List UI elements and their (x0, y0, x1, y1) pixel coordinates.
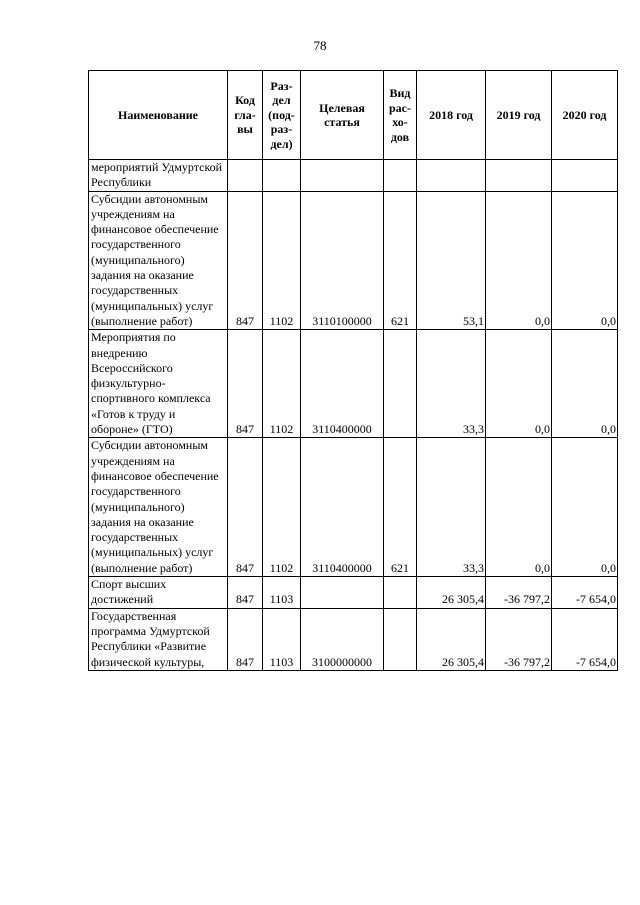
row-2018: 33,3 (417, 330, 486, 438)
row-2019: 0,0 (486, 438, 552, 577)
row-2019: -36 797,2 (486, 577, 552, 609)
header-target-article (301, 71, 384, 160)
row-2020: 0,0 (552, 438, 618, 577)
row-name: Субсидии автономным учреждениям на финансовое обеспечение государственного (муниципального) задания на оказание государственных (муниципальных) услуг (выполнение работ) (89, 438, 228, 577)
header-expense-kind (384, 71, 417, 160)
row-chapter (228, 160, 263, 192)
row-target: 3100000000 (301, 608, 384, 670)
row-2020: -7 654,0 (552, 608, 618, 670)
row-target: 3110400000 (301, 438, 384, 577)
row-2019 (486, 160, 552, 192)
row-chapter: 847 (228, 438, 263, 577)
row-2018: 53,1 (417, 191, 486, 330)
row-2019: -36 797,2 (486, 608, 552, 670)
row-kind (384, 577, 417, 609)
table-row (89, 577, 618, 609)
row-2019: 0,0 (486, 191, 552, 330)
row-chapter: 847 (228, 608, 263, 670)
row-2018: 26 305,4 (417, 608, 486, 670)
row-name: Государственная программа Удмуртской Республики «Развитие физической культуры, (89, 608, 228, 670)
table-header-row (89, 71, 618, 160)
row-section: 1102 (263, 438, 301, 577)
budget-table (88, 70, 618, 671)
row-name: мероприятий Удмуртской Республики (89, 160, 228, 192)
row-2020: -7 654,0 (552, 577, 618, 609)
header-section (263, 71, 301, 160)
row-section: 1102 (263, 191, 301, 330)
row-kind (384, 608, 417, 670)
header-name (89, 71, 228, 160)
row-name: Мероприятия по внедрению Всероссийского физкультурно-спортивного комплекса «Готов к труду и обороне» (ГТО) (89, 330, 228, 438)
row-kind: 621 (384, 438, 417, 577)
row-target (301, 577, 384, 609)
header-year-2020 (552, 71, 618, 160)
table-row (89, 160, 618, 192)
table-row (89, 330, 618, 438)
row-2020: 0,0 (552, 191, 618, 330)
row-kind (384, 330, 417, 438)
header-year-2018 (417, 71, 486, 160)
row-section: 1103 (263, 608, 301, 670)
page-number: 78 (313, 38, 327, 53)
row-2020 (552, 160, 618, 192)
row-2018: 33,3 (417, 438, 486, 577)
row-section (263, 160, 301, 192)
row-section: 1103 (263, 577, 301, 609)
row-2019: 0,0 (486, 330, 552, 438)
table-row (89, 191, 618, 330)
header-name-label: Наименование (118, 107, 198, 122)
header-chapter-code-label: Код гла- вы (234, 93, 256, 137)
row-target: 3110100000 (301, 191, 384, 330)
row-name: Спорт высших достижений (89, 577, 228, 609)
header-target-article-label: Целевая статья (319, 100, 365, 129)
row-name: Субсидии автономным учреждениям на финансовое обеспечение государственного (муниципального) задания на оказание государственных (муниципальных) услуг (выполнение работ) (89, 191, 228, 330)
row-target (301, 160, 384, 192)
row-chapter: 847 (228, 577, 263, 609)
table-row (89, 608, 618, 670)
row-2018: 26 305,4 (417, 577, 486, 609)
row-2018 (417, 160, 486, 192)
row-target: 3110400000 (301, 330, 384, 438)
header-year-2018-label: 2018 год (429, 107, 473, 122)
header-expense-kind-label: Вид рас- хо- дов (389, 86, 411, 144)
row-chapter: 847 (228, 191, 263, 330)
row-section: 1102 (263, 330, 301, 438)
header-year-2019-label: 2019 год (496, 107, 541, 122)
row-kind: 621 (384, 191, 417, 330)
header-section-label: Раз- дел (под- раз- дел) (268, 78, 295, 151)
row-2020: 0,0 (552, 330, 618, 438)
header-year-2019 (486, 71, 552, 160)
table-row (89, 438, 618, 577)
row-kind (384, 160, 417, 192)
row-chapter: 847 (228, 330, 263, 438)
header-chapter-code (228, 71, 263, 160)
header-year-2020-label: 2020 год (562, 107, 607, 122)
